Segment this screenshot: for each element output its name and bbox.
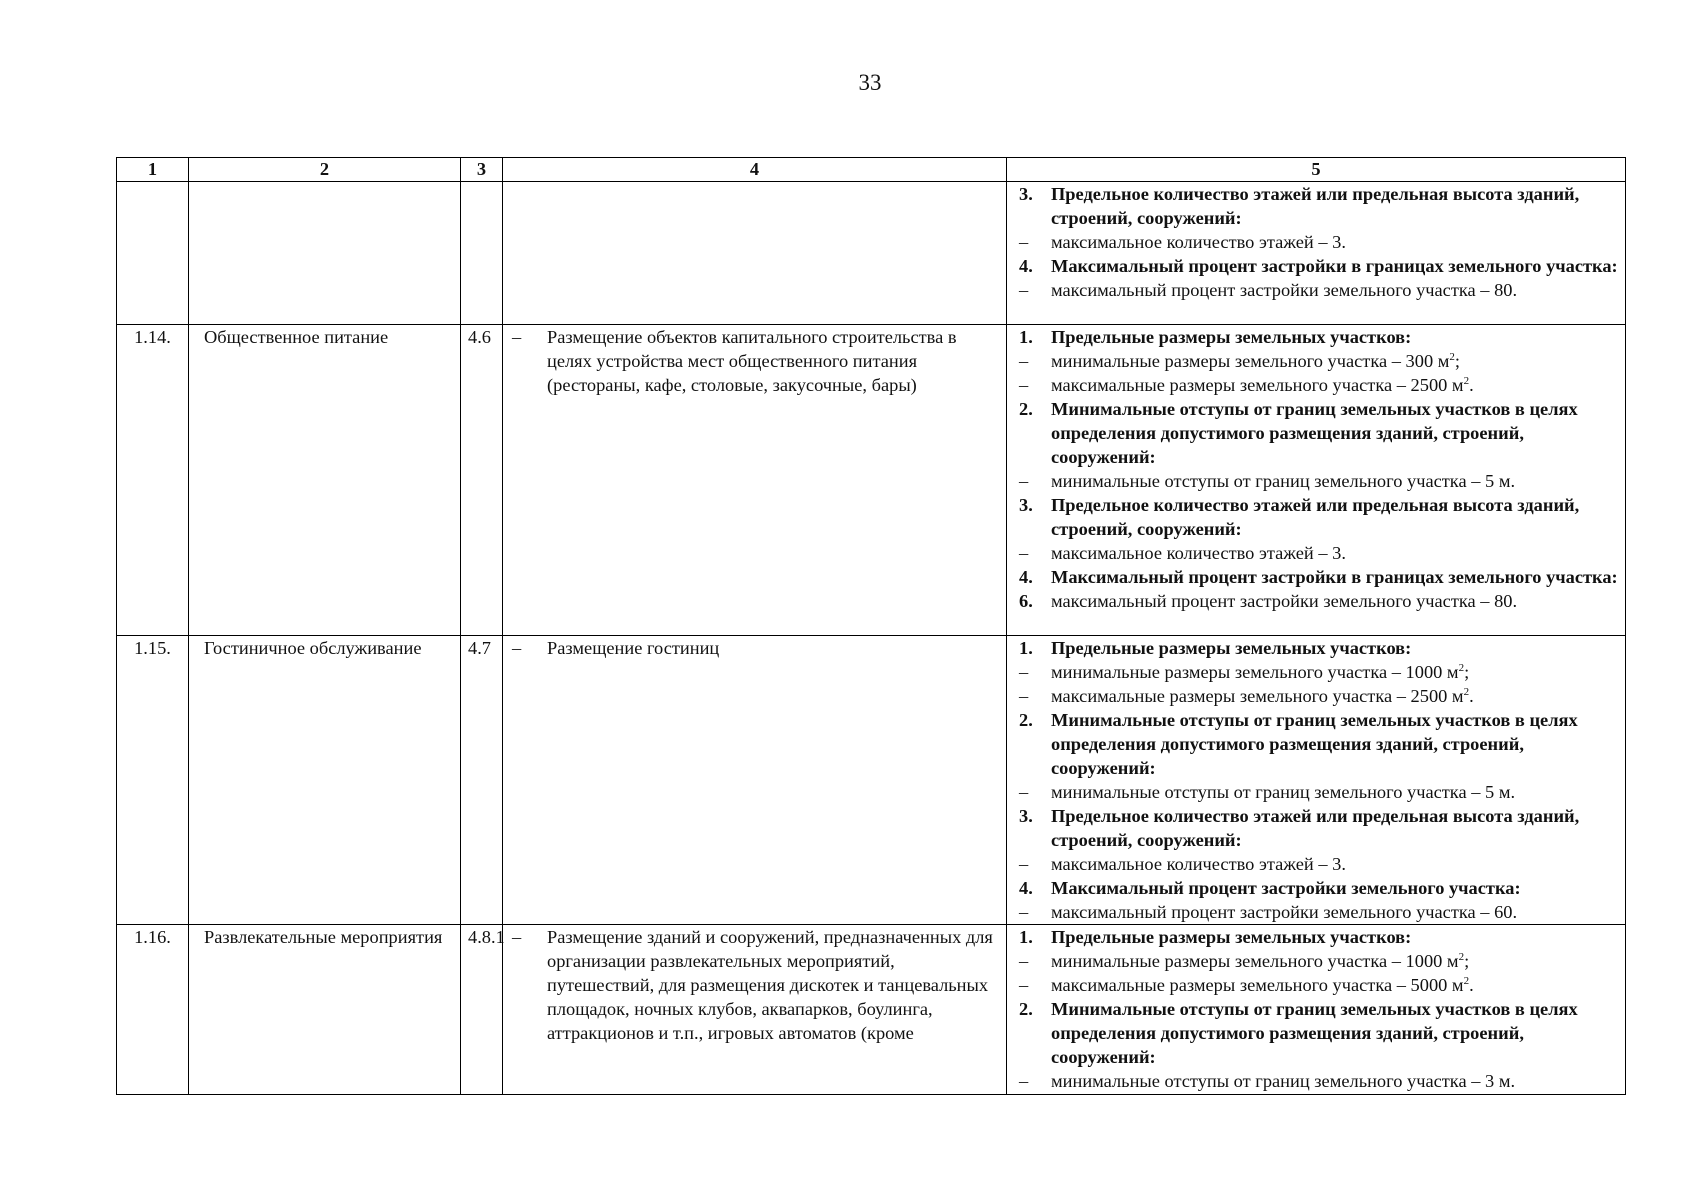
parameter-value bbox=[1007, 780, 1621, 804]
parameter-text bbox=[1051, 900, 1621, 924]
parameter-main-text: максимальные размеры земельного участка – 2500 м bbox=[1051, 375, 1464, 395]
list-marker: 3. bbox=[1019, 184, 1033, 204]
parameter-value bbox=[1007, 230, 1621, 254]
list-marker: 3. bbox=[1019, 495, 1033, 515]
unit-superscript: 2 bbox=[1458, 950, 1465, 963]
parameter-text bbox=[1051, 1069, 1621, 1093]
description-text: Размещение гостиниц bbox=[547, 638, 720, 658]
parameter-text bbox=[1051, 469, 1621, 493]
parameter-heading bbox=[1007, 708, 1621, 780]
description-line bbox=[503, 636, 1006, 660]
list-marker: 2. bbox=[1019, 710, 1033, 730]
parameter-main-text: Максимальный процент застройки в границах земельного участка: bbox=[1051, 256, 1618, 276]
parameter-text bbox=[1051, 493, 1621, 541]
list-marker: 3. bbox=[1019, 806, 1033, 826]
parameter-main-text: максимальный процент застройки земельного участка – 80. bbox=[1051, 591, 1518, 611]
list-marker: – bbox=[1019, 975, 1029, 995]
parameter-main-text: Предельные размеры земельных участков: bbox=[1051, 638, 1412, 658]
parameter-main-text: Минимальные отступы от границ земельных участков в целях определения допустимого размещения зданий, строений, сооружений: bbox=[1051, 399, 1578, 467]
column-header: 5 bbox=[1007, 158, 1626, 182]
parameter-value bbox=[1007, 949, 1621, 973]
parameter-text bbox=[1051, 230, 1621, 254]
parameter-text bbox=[1051, 780, 1621, 804]
list-marker: – bbox=[1019, 375, 1029, 395]
list-marker: – bbox=[1019, 280, 1029, 300]
parameter-text bbox=[1051, 636, 1621, 660]
table-row bbox=[117, 325, 1626, 636]
list-marker: 4. bbox=[1019, 256, 1033, 276]
parameter-text bbox=[1051, 852, 1621, 876]
list-marker: – bbox=[1019, 232, 1029, 252]
parameter-value bbox=[1007, 1069, 1621, 1093]
parameter-text bbox=[1051, 565, 1621, 589]
list-marker: – bbox=[1019, 471, 1029, 491]
parameter-text bbox=[1051, 278, 1621, 302]
list-marker: 6. bbox=[1019, 591, 1033, 611]
parameter-main-text: Предельные размеры земельных участков: bbox=[1051, 327, 1412, 347]
dash-marker: – bbox=[512, 638, 522, 658]
list-marker: 1. bbox=[1019, 638, 1033, 658]
list-marker: 1. bbox=[1019, 327, 1033, 347]
land-use-table bbox=[116, 157, 1626, 1095]
parameter-main-text: минимальные отступы от границ земельного участка – 5 м. bbox=[1051, 782, 1516, 802]
parameter-value bbox=[1007, 469, 1621, 493]
parameter-main-text: максимальный процент застройки земельного участка – 60. bbox=[1051, 902, 1518, 922]
parameter-text bbox=[1051, 708, 1621, 780]
use-code-cell bbox=[461, 182, 503, 325]
parameters-cell bbox=[1007, 636, 1626, 925]
unit-superscript: 2 bbox=[1463, 974, 1470, 987]
unit-superscript: 2 bbox=[1449, 350, 1455, 363]
list-marker: – bbox=[1019, 543, 1029, 563]
parameter-value bbox=[1007, 373, 1621, 397]
parameter-value bbox=[1007, 973, 1621, 997]
parameter-punctuation: . bbox=[1469, 975, 1474, 995]
dash-marker: – bbox=[512, 327, 522, 347]
parameters-cell bbox=[1007, 182, 1626, 325]
parameter-value bbox=[1007, 541, 1621, 565]
list-marker: – bbox=[1019, 854, 1029, 874]
table-row bbox=[117, 182, 1626, 325]
column-header: 4 bbox=[503, 158, 1007, 182]
description-text: Размещение объектов капитального строительства в целях устройства мест общественного питания (рестораны, кафе, столовые, закусочные, бары) bbox=[547, 327, 957, 395]
parameter-heading bbox=[1007, 493, 1621, 541]
parameter-heading bbox=[1007, 997, 1621, 1069]
parameter-main-text: минимальные размеры земельного участка – 1000 м bbox=[1051, 662, 1459, 682]
use-code-cell: 4.6 bbox=[461, 325, 503, 636]
list-marker: – bbox=[1019, 686, 1029, 706]
parameter-heading bbox=[1007, 325, 1621, 349]
parameter-text bbox=[1051, 660, 1621, 684]
unit-superscript: 2 bbox=[1463, 374, 1470, 387]
dash-marker: – bbox=[512, 927, 522, 947]
parameter-main-text: минимальные размеры земельного участка – 300 м bbox=[1051, 351, 1450, 371]
parameter-punctuation: . bbox=[1469, 686, 1474, 706]
use-description-cell bbox=[503, 636, 1007, 925]
row-number-cell: 1.14. bbox=[117, 325, 189, 636]
parameter-value bbox=[1007, 660, 1621, 684]
description-text: Размещение зданий и сооружений, предназначенных для организации развлекательных мероприятий, путешествий, для размещения дискотек и танцевальных площадок, ночных клубов, аквапарков, боулинга, аттракционов и т.п., игровых автоматов (кроме bbox=[547, 927, 993, 1043]
parameter-text bbox=[1051, 804, 1621, 852]
list-marker: 4. bbox=[1019, 567, 1033, 587]
parameter-main-text: минимальные отступы от границ земельного участка – 5 м. bbox=[1051, 471, 1516, 491]
use-description-cell bbox=[503, 325, 1007, 636]
parameter-text bbox=[1051, 397, 1621, 469]
parameter-heading bbox=[1007, 397, 1621, 469]
parameter-text bbox=[1051, 541, 1621, 565]
list-marker: 2. bbox=[1019, 999, 1033, 1019]
parameter-heading bbox=[1007, 565, 1621, 589]
parameter-value bbox=[1007, 684, 1621, 708]
list-marker: – bbox=[1019, 951, 1029, 971]
parameter-punctuation: ; bbox=[1464, 951, 1470, 971]
description-line bbox=[503, 325, 1006, 397]
row-number-cell: 1.15. bbox=[117, 636, 189, 925]
use-code-cell: 4.7 bbox=[461, 636, 503, 925]
parameter-main-text: Предельное количество этажей или предельная высота зданий, строений, сооружений: bbox=[1051, 495, 1580, 539]
parameter-text bbox=[1051, 925, 1621, 949]
parameter-value bbox=[1007, 278, 1621, 302]
use-code-cell: 4.8.1 bbox=[461, 925, 503, 1095]
parameter-text bbox=[1051, 373, 1621, 397]
parameters-cell bbox=[1007, 925, 1626, 1095]
use-name-cell: Общественное питание bbox=[189, 325, 461, 636]
use-name-cell: Гостиничное обслуживание bbox=[189, 636, 461, 925]
description-line bbox=[503, 925, 1006, 1045]
parameter-value bbox=[1007, 589, 1621, 613]
parameter-heading bbox=[1007, 182, 1621, 230]
parameter-main-text: Максимальный процент застройки в границах земельного участка: bbox=[1051, 567, 1618, 587]
parameter-heading bbox=[1007, 636, 1621, 660]
parameter-text bbox=[1051, 325, 1621, 349]
parameter-punctuation: . bbox=[1469, 375, 1474, 395]
parameter-main-text: Предельное количество этажей или предельная высота зданий, строений, сооружений: bbox=[1051, 184, 1580, 228]
use-name-cell: Развлекательные мероприятия bbox=[189, 925, 461, 1095]
list-marker: 1. bbox=[1019, 927, 1033, 947]
parameters-cell bbox=[1007, 325, 1626, 636]
parameter-heading bbox=[1007, 254, 1621, 278]
parameter-heading bbox=[1007, 925, 1621, 949]
parameter-main-text: Предельные размеры земельных участков: bbox=[1051, 927, 1412, 947]
parameter-main-text: максимальные размеры земельного участка – 5000 м bbox=[1051, 975, 1464, 995]
parameter-text bbox=[1051, 349, 1621, 373]
unit-superscript: 2 bbox=[1463, 685, 1470, 698]
list-marker: 4. bbox=[1019, 878, 1033, 898]
parameter-main-text: максимальное количество этажей – 3. bbox=[1051, 854, 1346, 874]
column-header: 3 bbox=[461, 158, 503, 182]
parameter-main-text: минимальные размеры земельного участка – 1000 м bbox=[1051, 951, 1459, 971]
table-row bbox=[117, 925, 1626, 1095]
column-header: 2 bbox=[189, 158, 461, 182]
parameter-main-text: Предельное количество этажей или предельная высота зданий, строений, сооружений: bbox=[1051, 806, 1580, 850]
use-description-cell bbox=[503, 182, 1007, 325]
parameter-text bbox=[1051, 254, 1621, 278]
parameter-main-text: максимальное количество этажей – 3. bbox=[1051, 543, 1346, 563]
table-row bbox=[117, 636, 1626, 925]
row-number-cell bbox=[117, 182, 189, 325]
parameter-text bbox=[1051, 997, 1621, 1069]
parameter-punctuation: ; bbox=[1454, 351, 1461, 371]
use-description-cell bbox=[503, 925, 1007, 1095]
list-marker: – bbox=[1019, 351, 1029, 371]
parameter-value bbox=[1007, 852, 1621, 876]
parameter-main-text: максимальное количество этажей – 3. bbox=[1051, 232, 1346, 252]
parameter-value bbox=[1007, 349, 1621, 373]
parameter-heading bbox=[1007, 804, 1621, 852]
list-marker: 2. bbox=[1019, 399, 1033, 419]
parameter-main-text: Максимальный процент застройки земельного участка: bbox=[1051, 878, 1521, 898]
parameter-text bbox=[1051, 684, 1621, 708]
row-number-cell: 1.16. bbox=[117, 925, 189, 1095]
header-row bbox=[117, 158, 1626, 182]
parameter-punctuation: ; bbox=[1464, 662, 1470, 682]
parameter-heading bbox=[1007, 876, 1621, 900]
parameter-main-text: максимальный процент застройки земельного участка – 80. bbox=[1051, 280, 1518, 300]
parameter-text bbox=[1051, 182, 1621, 230]
list-marker: – bbox=[1019, 662, 1029, 682]
use-name-cell bbox=[189, 182, 461, 325]
parameter-value bbox=[1007, 900, 1621, 924]
list-marker: – bbox=[1019, 902, 1029, 922]
parameter-text bbox=[1051, 589, 1621, 613]
parameter-main-text: Минимальные отступы от границ земельных участков в целях определения допустимого размещения зданий, строений, сооружений: bbox=[1051, 999, 1578, 1067]
parameter-main-text: минимальные отступы от границ земельного участка – 3 м. bbox=[1051, 1071, 1516, 1091]
list-marker: – bbox=[1019, 782, 1029, 802]
parameter-main-text: максимальные размеры земельного участка – 2500 м bbox=[1051, 686, 1464, 706]
list-marker: – bbox=[1019, 1071, 1029, 1091]
page-number: 33 bbox=[858, 70, 882, 95]
parameter-text bbox=[1051, 876, 1621, 900]
parameter-main-text: Минимальные отступы от границ земельных участков в целях определения допустимого размещения зданий, строений, сооружений: bbox=[1051, 710, 1578, 778]
parameter-text bbox=[1051, 949, 1621, 973]
parameter-text bbox=[1051, 973, 1621, 997]
column-header: 1 bbox=[117, 158, 189, 182]
unit-superscript: 2 bbox=[1458, 661, 1465, 674]
